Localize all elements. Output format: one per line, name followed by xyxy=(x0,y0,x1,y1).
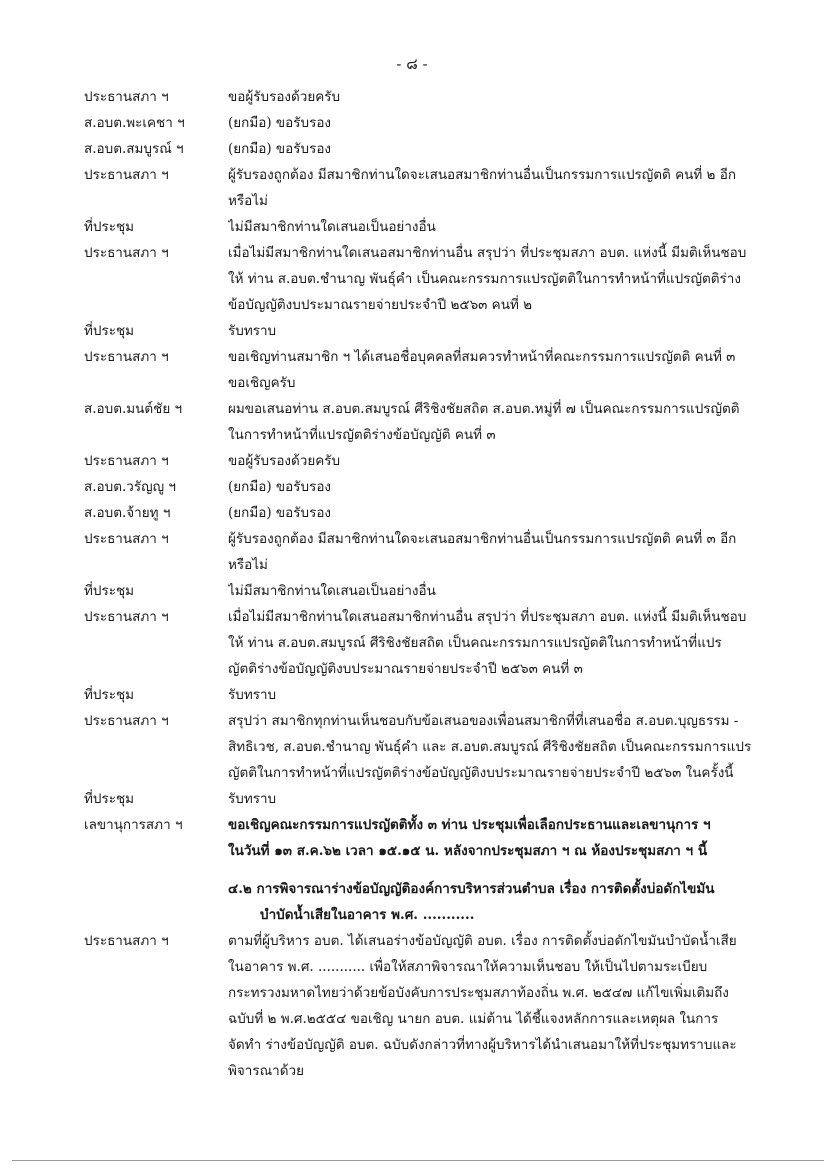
speech-text xyxy=(228,136,774,162)
speech-line: (ยกมือ) ขอรับรอง xyxy=(228,115,332,131)
minute-entry xyxy=(0,604,824,682)
minute-entry xyxy=(0,162,824,214)
speaker-label: ที่ประชุม xyxy=(84,791,135,807)
speech-line: พิจารณาด้วย xyxy=(228,1063,305,1079)
speech-line: ญัตติในการทำหน้าที่แปรญัตติร่างข้อบัญญัติงบประมาณรายจ่ายประจำปี ๒๕๖๓ ในครั้งนี้ xyxy=(228,765,734,781)
speech-text xyxy=(228,162,774,214)
speech-line: ข้อบัญญัติงบประมาณรายจ่ายประจำปี ๒๕๖๓ คนที่ ๒ xyxy=(228,297,533,313)
speaker-label: ประธานสภา ฯ xyxy=(84,89,169,105)
minute-entry xyxy=(0,786,824,812)
page-number: - ๘ - xyxy=(396,55,428,73)
speech-line: หรือไม่ xyxy=(228,193,268,209)
speaker-label: ประธานสภา ฯ xyxy=(84,167,169,183)
speech-line: ขอเชิญครับ xyxy=(228,375,296,391)
speech-line: ให้ ท่าน ส.อบต.ชำนาญ พันธุ์คำ เป็นคณะกรรมการแปรญัตติในการทำหน้าที่แปรญัตติร่าง xyxy=(228,271,741,287)
speech-text xyxy=(228,812,774,864)
section-gap xyxy=(0,864,824,876)
minute-entry xyxy=(0,318,824,344)
minute-entry xyxy=(0,240,824,318)
heading-line: ๔.๒ การพิจารณาร่างข้อบัญญัติองค์การบริหารส่วนตำบล เรื่อง การติดตั้งบ่อดักไขมัน xyxy=(228,881,715,897)
speech-line: จัดทำ ร่างข้อบัญญัติ อบต. ฉบับดังกล่าวที่ทางผู้บริหารได้นำเสนอมาให้ที่ประชุมทราบและ xyxy=(228,1037,737,1053)
speech-text xyxy=(228,240,774,318)
speech-line: สิทธิเวช, ส.อบต.ชำนาญ พันธุ์คำ และ ส.อบต.สมบูรณ์ ศีริชิงชัยสถิต เป็นคณะกรรมการแปร xyxy=(228,739,752,755)
speech-text xyxy=(228,448,774,474)
speaker-label: ส.อบต.วรัญญู ฯ xyxy=(84,479,176,495)
speech-line: ผมขอเสนอท่าน ส.อบต.สมบูรณ์ ศีริชิงชัยสถิต ส.อบต.หมู่ที่ ๗ เป็นคณะกรรมการแปรญัตติ xyxy=(228,401,740,417)
speech-line: ฉบับที่ ๒ พ.ศ.๒๕๕๔ ขอเชิญ นายก อบต. แม่ต้าน ได้ชี้แจงหลักการและเหตุผล ในการ xyxy=(228,1011,719,1027)
speech-line: ขอผู้รับรองด้วยครับ xyxy=(228,89,341,105)
speech-text xyxy=(228,682,774,708)
speech-line: หรือไม่ xyxy=(228,557,268,573)
speaker-label: ส.อบต.สมบูรณ์ ฯ xyxy=(84,141,184,157)
heading-line: บำบัดน้ำเสียในอาคาร พ.ศ. ........... xyxy=(260,907,475,923)
speaker-label: ที่ประชุม xyxy=(84,323,135,339)
speech-text xyxy=(228,578,774,604)
speaker-label: ประธานสภา ฯ xyxy=(84,713,169,729)
minute-entry xyxy=(0,500,824,526)
speech-text xyxy=(228,604,774,682)
speaker-label: ที่ประชุม xyxy=(84,687,135,703)
speech-line: ไม่มีสมาชิกท่านใดเสนอเป็นอย่างอื่น xyxy=(228,583,436,599)
speech-text xyxy=(228,526,774,578)
speech-text xyxy=(228,396,774,448)
minute-entry xyxy=(0,928,824,1084)
speech-line: ผู้รับรองถูกต้อง มีสมาชิกท่านใดจะเสนอสมาชิกท่านอื่นเป็นกรรมการแปรญัตติ คนที่ ๓ อีก xyxy=(228,531,737,547)
speech-line: สรุปว่า สมาชิกทุกท่านเห็นชอบกับข้อเสนอของเพื่อนสมาชิกที่ที่เสนอชื่อ ส.อบต.บุญธรรม - xyxy=(228,713,739,729)
speech-line: ขอเชิญคณะกรรมการแปรญัตติทั้ง ๓ ท่าน ประชุมเพื่อเลือกประธานและเลขานุการ ฯ xyxy=(228,817,711,833)
minute-entry xyxy=(0,526,824,578)
speech-text xyxy=(228,500,774,526)
speech-line: เมื่อไม่มีสมาชิกท่านใดเสนอสมาชิกท่านอื่น สรุปว่า ที่ประชุมสภา อบต. แห่งนี้ มีมติเห็นชอบ xyxy=(228,609,747,625)
speech-line: รับทราบ xyxy=(228,791,277,807)
speech-line: (ยกมือ) ขอรับรอง xyxy=(228,141,332,157)
speech-line: ในการทำหน้าที่แปรญัตติร่างข้อบัญญัติ คนที่ ๓ xyxy=(228,427,496,443)
minute-entry xyxy=(0,578,824,604)
speaker-label: ประธานสภา ฯ xyxy=(84,531,169,547)
minute-entry xyxy=(0,812,824,864)
speaker-label: ส.อบต.จ้ายทู ฯ xyxy=(84,505,171,521)
speech-line: เมื่อไม่มีสมาชิกท่านใดเสนอสมาชิกท่านอื่น สรุปว่า ที่ประชุมสภา อบต. แห่งนี้ มีมติเห็นชอบ xyxy=(228,245,747,261)
speech-text xyxy=(228,318,774,344)
speaker-label: ส.อบต.มนต์ชัย ฯ xyxy=(84,401,183,417)
speech-line: (ยกมือ) ขอรับรอง xyxy=(228,479,332,495)
speaker-label: ประธานสภา ฯ xyxy=(84,453,169,469)
speaker-label: ประธานสภา ฯ xyxy=(84,933,169,949)
speaker-label: ประธานสภา ฯ xyxy=(84,609,169,625)
speech-line: ญัตติร่างข้อบัญญัติงบประมาณรายจ่ายประจำปี ๒๕๖๓ คนที่ ๓ xyxy=(228,661,583,677)
speaker-label: ประธานสภา ฯ xyxy=(84,349,169,365)
minute-entry xyxy=(0,84,824,110)
speech-text xyxy=(228,474,774,500)
minute-entry xyxy=(0,136,824,162)
minute-entry xyxy=(0,344,824,396)
agenda-section-heading xyxy=(228,876,774,928)
speech-text xyxy=(228,84,774,110)
minute-entry xyxy=(0,110,824,136)
speech-line: รับทราบ xyxy=(228,323,277,339)
speaker-label: ที่ประชุม xyxy=(84,583,135,599)
speech-text xyxy=(228,110,774,136)
minute-entry xyxy=(0,214,824,240)
page-bottom-rule xyxy=(12,1160,824,1161)
speech-line: ขอเชิญท่านสมาชิก ฯ ได้เสนอชื่อบุคคลที่สมควรทำหน้าที่คณะกรรมการแปรญัตติ คนที่ ๓ xyxy=(228,349,736,365)
speech-line: ขอผู้รับรองด้วยครับ xyxy=(228,453,341,469)
speech-text xyxy=(228,786,774,812)
speaker-label: ส.อบต.พะเคชา ฯ xyxy=(84,115,185,131)
minute-entry xyxy=(0,682,824,708)
speaker-label: ประธานสภา ฯ xyxy=(84,245,169,261)
minute-entry xyxy=(0,474,824,500)
speech-line: ผู้รับรองถูกต้อง มีสมาชิกท่านใดจะเสนอสมาชิกท่านอื่นเป็นกรรมการแปรญัตติ คนที่ ๒ อีก xyxy=(228,167,737,183)
speech-line: (ยกมือ) ขอรับรอง xyxy=(228,505,332,521)
speech-line: ตามที่ผู้บริหาร อบต. ได้เสนอร่างข้อบัญญัติ อบต. เรื่อง การติดตั้งบ่อดักไขมันบำบัดน้ำเสีย xyxy=(228,933,737,949)
speech-line: ในอาคาร พ.ศ. ........... เพื่อให้สภาพิจารณาให้ความเห็นชอบ ให้เป็นไปตามระเบียบ xyxy=(228,959,708,975)
minute-entry xyxy=(0,448,824,474)
speaker-label: เลขานุการสภา ฯ xyxy=(84,817,183,833)
speech-text xyxy=(228,708,774,786)
minute-entry xyxy=(0,708,824,786)
speech-text xyxy=(228,214,774,240)
speech-line: ไม่มีสมาชิกท่านใดเสนอเป็นอย่างอื่น xyxy=(228,219,436,235)
minute-entry xyxy=(0,396,824,448)
speaker-label: ที่ประชุม xyxy=(84,219,135,235)
speech-line: ในวันที่ ๑๓ ส.ค.๖๒ เวลา ๑๕.๑๕ น. หลังจากประชุมสภา ฯ ณ ห้องประชุมสภา ฯ นี้ xyxy=(228,843,708,859)
meeting-minutes xyxy=(0,84,824,1084)
speech-text xyxy=(228,928,774,1084)
speech-line: ให้ ท่าน ส.อบต.สมบูรณ์ ศีริชิงชัยสถิต เป็นคณะกรรมการแปรญัตติในการทำหน้าที่แปร xyxy=(228,635,722,651)
speech-line: รับทราบ xyxy=(228,687,277,703)
speech-line: กระทรวงมหาดไทยว่าด้วยข้อบังคับการประชุมสภาท้องถิ่น พ.ศ. ๒๕๔๗ แก้ไขเพิ่มเติมถึง xyxy=(228,985,729,1001)
speech-text xyxy=(228,344,774,396)
